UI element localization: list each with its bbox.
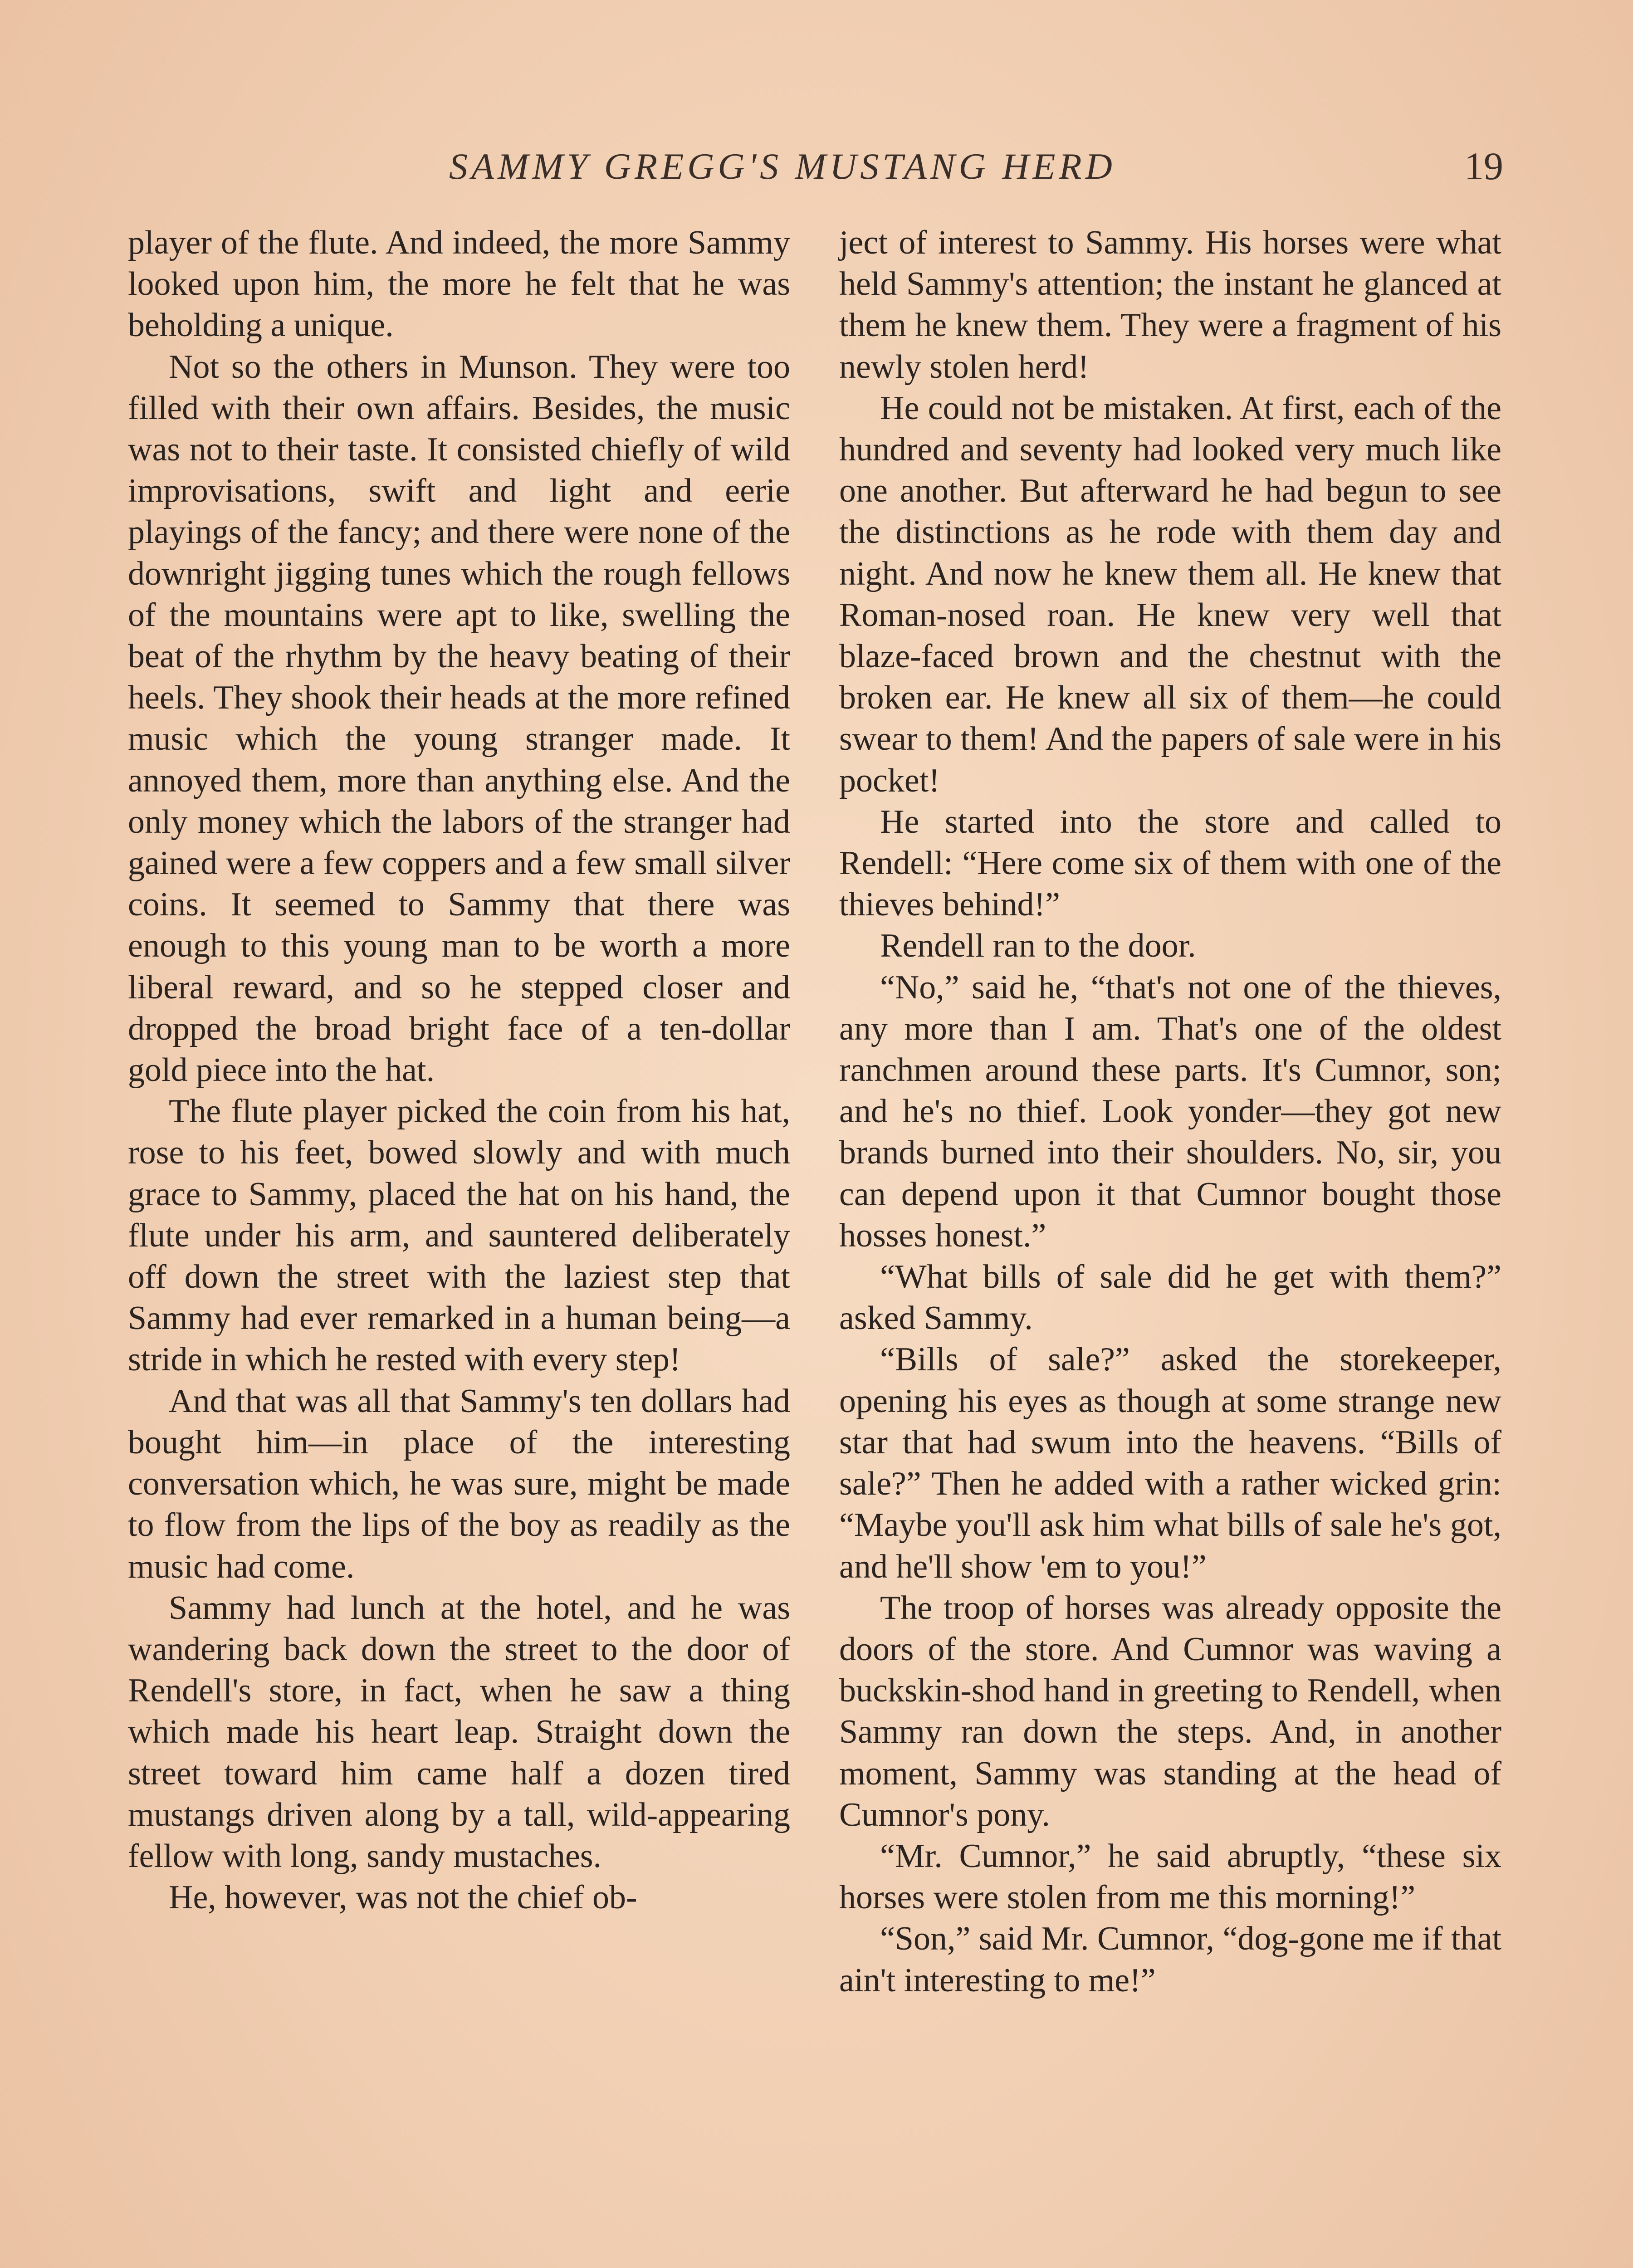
paragraph: “Mr. Cumnor,” he said abruptly, “these six horses were stolen from me this morning!” bbox=[839, 1837, 1501, 1916]
paragraph: “No,” said he, “that's not one of the thieves, any more than I am. That's one of the oldest ranchmen around these parts. It's Cumnor, son; and he's no thief. Look yonder—they got new brands burned into their shoulders. No, sir, you can depend upon it that Cumnor bought those hosses honest.” bbox=[839, 968, 1501, 1254]
page-number: 19 bbox=[1464, 144, 1503, 188]
paragraph: The flute player picked the coin from his hat, rose to his feet, bowed slowly and with much grace to Sammy, placed the hat on his hand, the flute under his arm, and sauntered deliberately off down the street with the laziest step that Sammy had ever remarked in a human being—a stride in which he rested with every step! bbox=[128, 1093, 790, 1378]
paragraph: He could not be mistaken. At first, each of the hundred and seventy had looked very much like one another. But afterward he had begun to see the distinctions as he rode with them day and night. And now he knew them all. He knew that Roman-nosed roan. He knew very well that blaze-faced brown and the chestnut with the broken ear. He knew all six of them—he could swear to them! And the papers of sale were in his pocket! bbox=[839, 389, 1501, 799]
paragraph: “What bills of sale did he get with them?” asked Sammy. bbox=[839, 1258, 1501, 1337]
right-column bbox=[839, 222, 1501, 2001]
paragraph: Sammy had lunch at the hotel, and he was wandering back down the street to the door of Rendell's store, in fact, when he saw a thing which made his heart leap. Straight down the street toward him came half a dozen tired mustangs driven along by a tall, wild-appearing fellow with long, sandy mustaches. bbox=[128, 1589, 790, 1875]
paragraph: ject of interest to Sammy. His horses were what held Sammy's attention; the instant he glanced at them he knew them. They were a fragment of his newly stolen herd! bbox=[839, 224, 1501, 386]
paragraph: The troop of horses was already opposite the doors of the store. And Cumnor was waving a buckskin-shod hand in greeting to Rendell, when Sammy ran down the steps. And, in another moment, Sammy was standing at the head of Cumnor's pony. bbox=[839, 1589, 1501, 1833]
paragraph: He started into the store and called to Rendell: “Here come six of them with one of the thieves behind!” bbox=[839, 803, 1501, 924]
paragraph: “Son,” said Mr. Cumnor, “dog-gone me if that ain't interesting to me!” bbox=[839, 1920, 1501, 1999]
paragraph: player of the flute. And indeed, the more Sammy looked upon him, the more he felt that he was beholding a unique. bbox=[128, 224, 790, 344]
left-column bbox=[128, 222, 790, 1918]
paragraph: Not so the others in Munson. They were too filled with their own affairs. Besides, the music was not to their taste. It consisted chiefly of wild improvisations, swift and light and eerie playings of the fancy; and there were none of the downright jigging tunes which the rough fellows of the mountains were apt to like, swelling the beat of the rhythm by the heavy beating of their heels. They shook their heads at the more refined music which the young stranger made. It annoyed them, more than anything else. And the only money which the labors of the stranger had gained were a few coppers and a few small silver coins. It seemed to Sammy that there was enough to this young man to be worth a more liberal reward, and so he stepped closer and dropped the broad bright face of a ten-dollar gold piece into the hat. bbox=[128, 348, 790, 1089]
paragraph: And that was all that Sammy's ten dollars had bought him—in place of the interesting conversation which, he was sure, might be made to flow from the lips of the boy as readily as the music had come. bbox=[128, 1382, 790, 1585]
paragraph: “Bills of sale?” asked the storekeeper, opening his eyes as though at some strange new star that had swum into the heavens. “Bills of sale?” Then he added with a rather wicked grin: “Maybe you'll ask him what bills of sale he's got, and he'll show 'em to you!” bbox=[839, 1341, 1501, 1585]
running-title: SAMMY GREGG'S MUSTANG HERD bbox=[449, 146, 1116, 187]
paragraph: Rendell ran to the door. bbox=[880, 927, 1196, 965]
paragraph: He, however, was not the chief ob- bbox=[169, 1879, 637, 1916]
